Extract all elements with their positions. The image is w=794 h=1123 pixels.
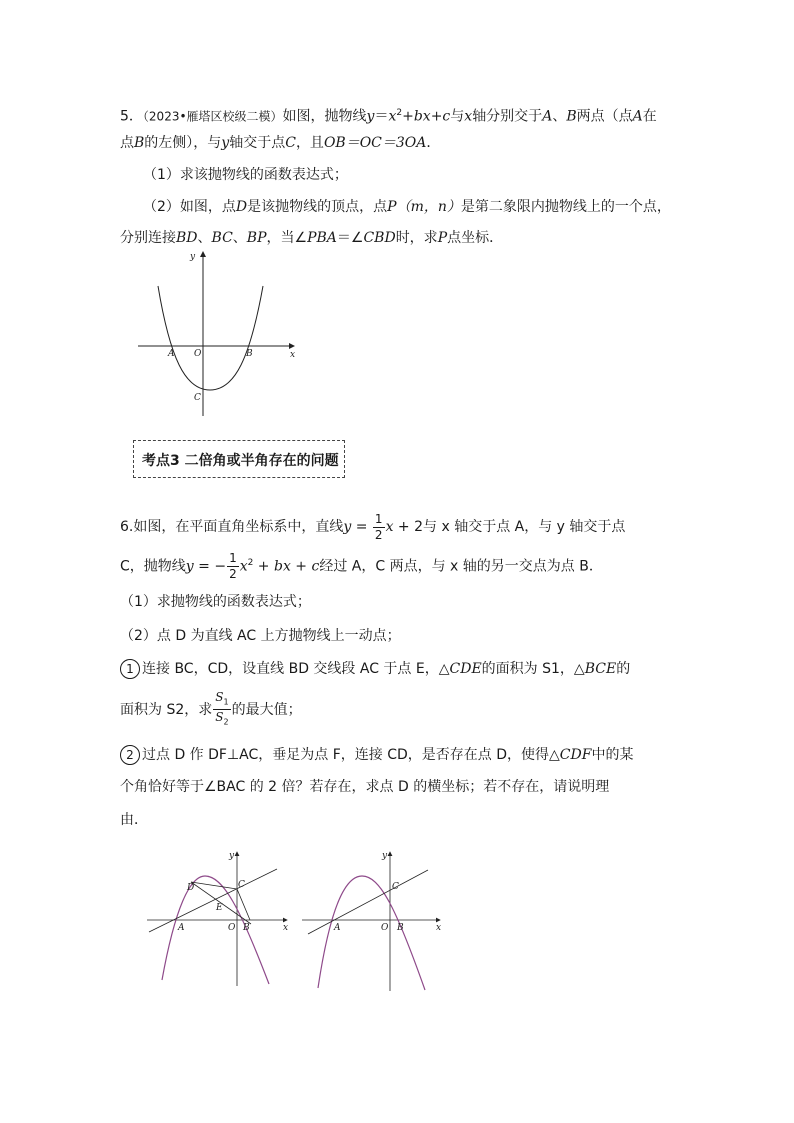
q5-parabola-figure xyxy=(130,248,310,423)
q5-fig-B: B xyxy=(246,349,253,359)
q6-part-1: （1）求抛物线的函数表达式； xyxy=(120,594,311,610)
q5-fig-x: x xyxy=(290,350,296,360)
q6-line-2: C，抛物线y = − $\frac{1}{2}$ $x^2$ + bx + c经过 A，C 两点，与 x 轴的另一交点为点 B． xyxy=(120,551,603,582)
q5-fig-O: O xyxy=(194,349,202,359)
topic-box-label: 考点3 二倍角或半角存在的问题 xyxy=(142,453,339,469)
q6-f2-C: C xyxy=(392,882,399,892)
q6-f1-line-CD xyxy=(191,882,237,889)
q6-f2-line-AC xyxy=(308,870,428,934)
q6-frac-2: $\frac{1}{2}$ xyxy=(229,551,237,582)
q6-f2-B: B xyxy=(397,923,404,933)
q6-figure-2 xyxy=(300,848,445,993)
q5-parabola xyxy=(158,286,263,390)
q5-part-2b: 分别连接BD、BC、BP，当∠PBA＝∠CBD时，求P点坐标． xyxy=(120,230,504,246)
q6-f2-x: x xyxy=(436,923,442,933)
circled-one: 1 xyxy=(120,659,140,679)
q5-part-1: （1）求该抛物线的函数表达式； xyxy=(143,167,348,183)
q5-source: （2023•雁塔区校级二模） xyxy=(142,109,283,124)
q5-fig-A: A xyxy=(168,349,175,359)
q6-f2-y: y xyxy=(382,851,388,861)
q6-sub-1b: 面积为 S2，求 $\frac{S_1}{S_2}$ 的最大值； xyxy=(120,690,302,730)
q6-f1-A: A xyxy=(178,923,185,933)
q5-fig-C: C xyxy=(194,393,201,403)
circled-two: 2 xyxy=(120,745,140,765)
q6-frac-1: $\frac{1}{2}$ xyxy=(374,511,383,542)
q6-f1-B: B xyxy=(243,923,250,933)
topic-box xyxy=(133,440,345,478)
q6-f1-C: C xyxy=(238,880,245,890)
q6-f2-O: O xyxy=(381,923,389,933)
q5-number: 5． xyxy=(120,108,143,125)
q6-figure-1 xyxy=(145,848,295,988)
q5-fig-y: y xyxy=(190,252,196,262)
q6-line-1: 6.如图，在平面直角坐标系中，直线y = $\frac{1}{2}$ x + 2与 x 轴交于点 A，与 y 轴交于点 xyxy=(120,511,626,542)
q6-f2-A: A xyxy=(334,923,341,933)
q6-part-2: （2）点 D 为直线 AC 上方抛物线上一动点； xyxy=(120,628,401,644)
q5-line-1: 5．（2023•雁塔区校级二模）如图，抛物线$y=x^2+bx+c$与x轴分别交于A、B两点（点A在 xyxy=(120,108,657,125)
q6-f1-x: x xyxy=(283,923,289,933)
q6-f1-E: E xyxy=(216,903,223,913)
q6-frac-s1-s2: $\frac{S_1}{S_2}$ xyxy=(215,690,229,727)
q5-part-2: （2）如图，点D是该抛物线的顶点，点P（m，n）是第二象限内抛物线上的一个点， xyxy=(143,199,671,215)
q5-line-2: 点B的左侧），与y轴交于点C，且OB＝OC＝3OA． xyxy=(120,135,441,151)
q6-f1-D: D xyxy=(187,883,195,893)
q6-sub-2b: 个角恰好等于∠BAC 的 2 倍？若存在，求点 D 的横坐标；若不存在，请说明理 xyxy=(120,779,610,795)
q6-f1-O: O xyxy=(228,923,236,933)
q6-sub-2: 2 过点 D 作 DF⊥AC，垂足为点 F，连接 CD，是否存在点 D，使得△CDF中的某 xyxy=(120,745,633,765)
q6-sub-1: 1 连接 BC，CD，设直线 BD 交线段 AC 于点 E，△CDE的面积为 S1，△BCE的 xyxy=(120,659,630,679)
q6-sub-2c: 由． xyxy=(120,812,148,828)
q6-f2-parabola xyxy=(318,876,425,990)
q6-f1-y: y xyxy=(229,851,235,861)
